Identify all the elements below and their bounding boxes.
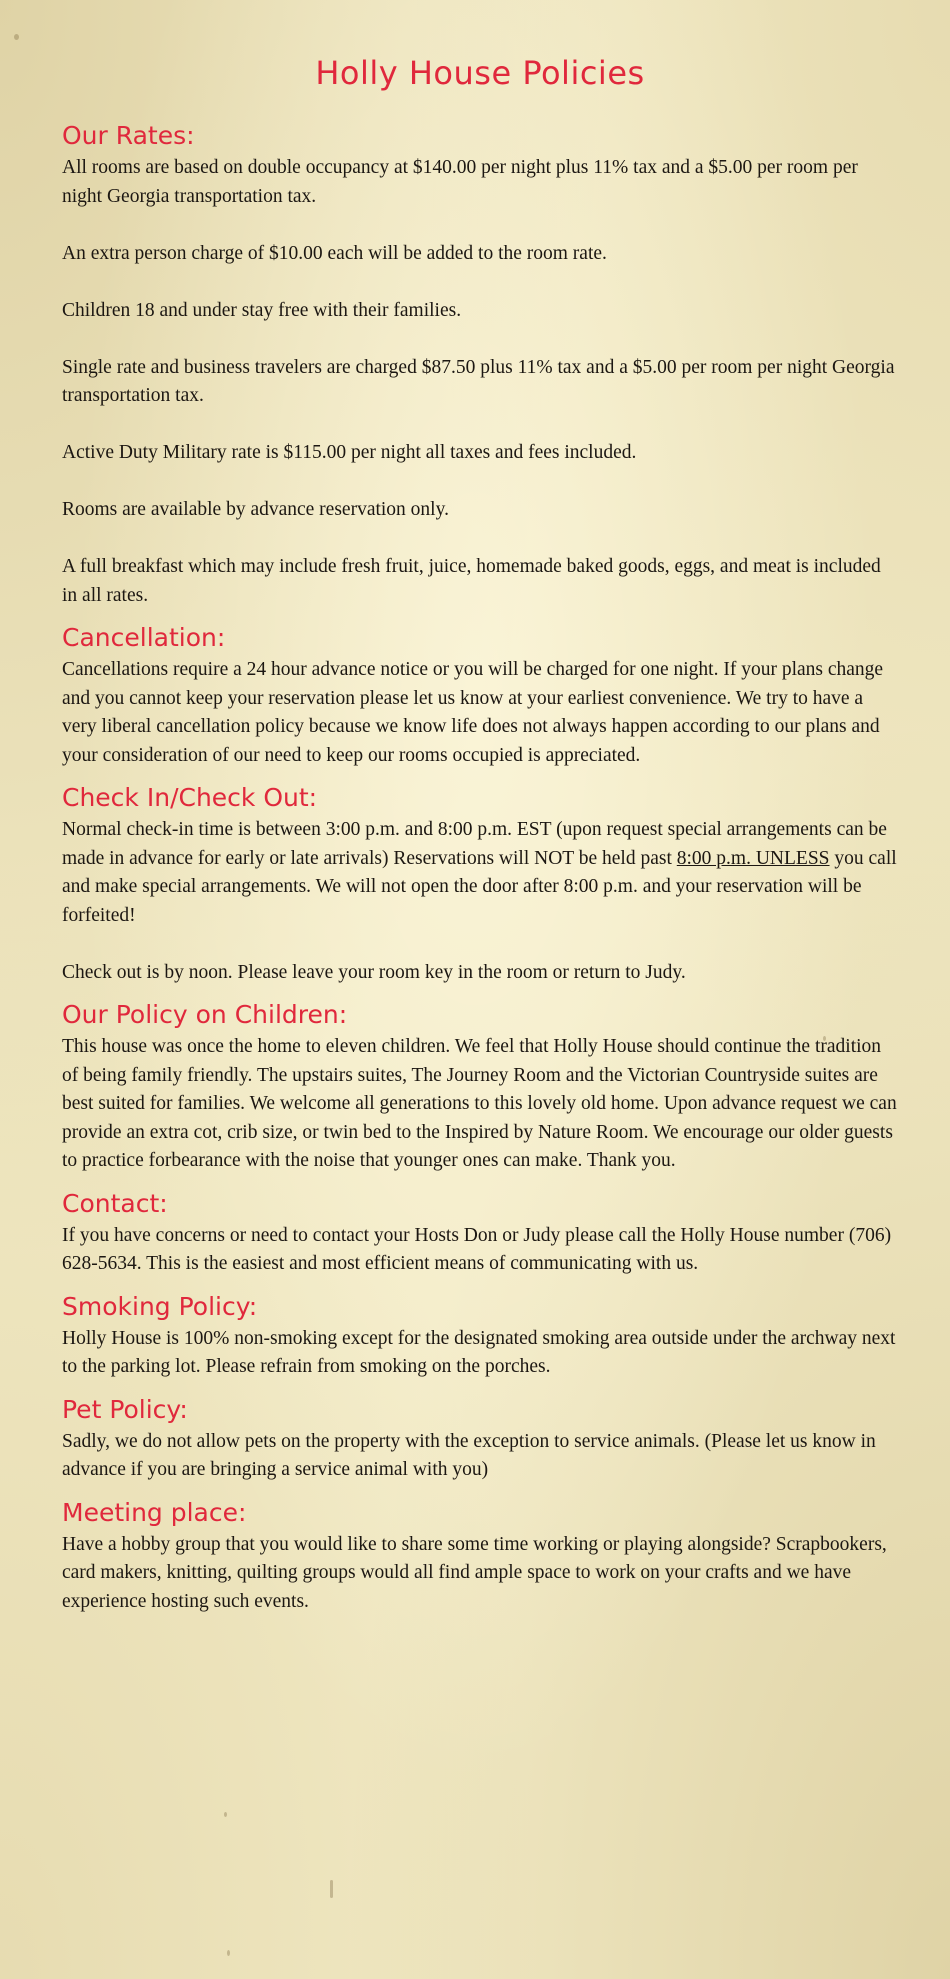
rates-breakfast: A full breakfast which may include fresh fruit, juice, homemade baked goods, eggs, and meat is included in all rates. bbox=[62, 556, 881, 606]
section-check-in-out bbox=[62, 780, 898, 987]
smoking-policy-text: Holly House is 100% non-smoking except for the designated smoking area outside under the archway next to the parking lot. Please refrain from smoking on the porches. bbox=[62, 1327, 896, 1377]
rates-single-business: Single rate and business travelers are charged $87.50 plus 11% tax and a $5.00 per room per night Georgia transportation tax. bbox=[62, 356, 895, 406]
children-policy-text: This house was once the home to eleven children. We feel that Holly House should continue the tradition of being family friendly. The upstairs suites, The Journey Room and the Victorian Countryside suites are best suited for families. We welcome all generations to this lovely old home. Upon advance request we can provide an extra cot, crib size, or twin bed to the Inspired by Nature Room. We encourage our older guests to practice forbearance with the noise that younger ones can make. Thank you. bbox=[62, 1036, 897, 1171]
check-out-text: Check out is by noon. Please leave your room key in the room or return to Judy. bbox=[62, 961, 686, 983]
section-heading-smoking: Smoking Policy: bbox=[62, 1291, 258, 1321]
rates-double-occupancy: All rooms are based on double occupancy at $140.00 per night plus 11% tax and a $5.00 per room per night Georgia transportation tax. bbox=[62, 157, 858, 207]
rates-children: Children 18 and under stay free with their families. bbox=[62, 299, 462, 321]
rates-extra-person: An extra person charge of $10.00 each will be added to the room rate. bbox=[62, 242, 607, 264]
paper-speck bbox=[224, 1812, 227, 1817]
page-title: Holly House Policies bbox=[315, 54, 645, 92]
section-heading-contact: Contact: bbox=[62, 1188, 168, 1218]
cancellation-text: Cancellations require a 24 hour advance notice or you will be charged for one night. If your plans change and you cannot keep your reservation please let us know at your earliest convenience. We try to have a very liberal cancellation policy because we know life does not always happen according to our plans and your consideration of our need to keep our rooms occupied is appreciated. bbox=[62, 659, 884, 766]
section-cancellation bbox=[62, 620, 898, 770]
meeting-place-text: Have a hobby group that you would like to share some time working or playing alongside? Scrapbookers, card makers, knitting, quilting groups would all find ample space to work on your crafts and we have experience hosting such events. bbox=[62, 1533, 887, 1612]
section-heading-check-in-out: Check In/Check Out: bbox=[62, 783, 318, 812]
pet-policy-text: Sadly, we do not allow pets on the property with the exception to service animals. (Please let us know in advance if you are bringing a service animal with you) bbox=[62, 1430, 876, 1480]
paper-speck bbox=[14, 34, 19, 40]
section-contact bbox=[62, 1186, 898, 1279]
section-smoking bbox=[62, 1289, 898, 1382]
section-heading-meeting-place: Meeting place: bbox=[62, 1497, 247, 1527]
section-heading-children: Our Policy on Children: bbox=[62, 1000, 348, 1029]
section-meeting-place bbox=[62, 1495, 898, 1617]
section-children bbox=[62, 997, 898, 1176]
contact-text: If you have concerns or need to contact your Hosts Don or Judy please call the Holly House number (706) 628-5634. This is the easiest and most efficient means of communicating with us. bbox=[62, 1224, 892, 1274]
paper-speck bbox=[823, 1036, 826, 1041]
rates-advance-reservation: Rooms are available by advance reservation only. bbox=[62, 499, 449, 520]
section-pets bbox=[62, 1392, 898, 1485]
check-in-text-start: Normal check-in time is between 3:00 p.m. and 8:00 p.m. EST (upon request special arrangements can be made in advance for early or late arrivals) Reservations will NOT be held past bbox=[62, 819, 887, 869]
section-heading-pets: Pet Policy: bbox=[62, 1394, 188, 1424]
rates-military: Active Duty Military rate is $115.00 per night all taxes and fees included. bbox=[62, 442, 637, 463]
paper-speck bbox=[227, 1950, 230, 1956]
check-in-text-end: you call and make special arrangements. We will not open the door after 8:00 p.m. and your reservation will be forfeited! bbox=[62, 847, 897, 926]
section-heading-cancellation: Cancellation: bbox=[62, 623, 226, 652]
section-heading-rates: Our Rates: bbox=[62, 121, 195, 150]
paper-speck bbox=[330, 1880, 333, 1898]
check-in-deadline: 8:00 p.m. UNLESS bbox=[676, 847, 830, 869]
check-in-text bbox=[62, 816, 898, 930]
section-rates bbox=[62, 118, 898, 610]
